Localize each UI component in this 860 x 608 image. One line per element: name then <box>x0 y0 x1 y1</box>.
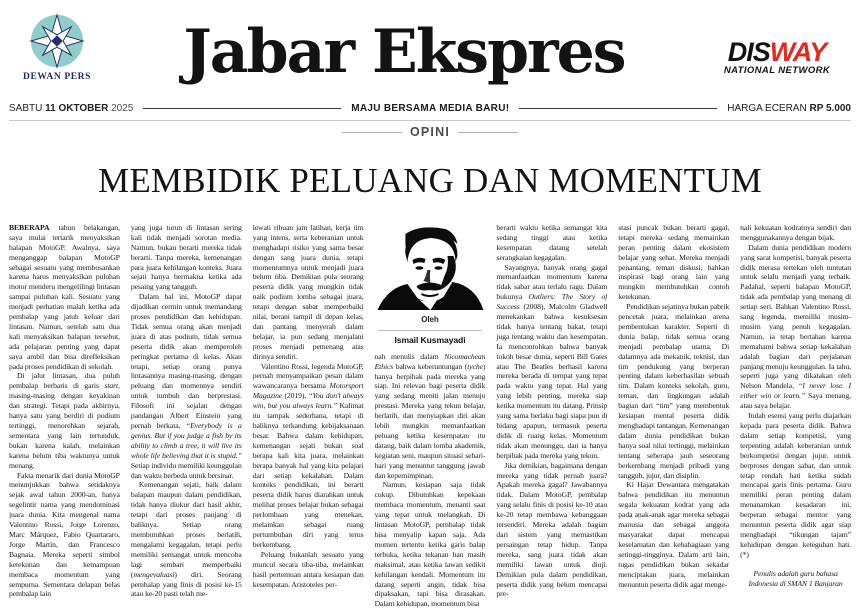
article-paragraph: yang juga turun di lintasan sering kali tidak menjadi sorotan media. Namun, bukan berarti mereka tidak berarti. Tanpa mereka, kemenangan para juara kehilangan konteks. Juara sejati hanya bermakna ketika ada pesaing yang tangguh. <box>130 222 242 292</box>
author-photo <box>375 224 486 310</box>
dateline-rule-left <box>143 108 341 109</box>
byline-name: Ismail Kusmayadi <box>394 334 466 345</box>
article-paragraph: Sayangnya, banyak orang gagal memanfaatkan momentum karena tidak sabar atau terlalu ragu. Dalam bukunya Outliers: The Story of Success (2008), Malcolm Gladwell menekankan bahwa kesuksesan tidak hanya tentang bakat, tetapi juga tentang waktu dan kesempatan. Ia mencontohkan bahwa banyak tokoh besar dunia, seperti Bill Gates atau The Beatles berhasil karena mereka berada di tempat yang tepat pada waktu yang tepat. Hal yang yang lebih penting, mereka siap ketika momentum itu datang. Prinsip yang sama berlaku bagi siapa pun di bidang apapun, termasuk peserta didik di ruang kelas. Momentum tidak akan menunggu, dan ia hanya berpihak pada mereka yang tekun. <box>496 262 608 460</box>
dewan-pers-caption: DEWAN PERS <box>22 72 92 82</box>
article-paragraph: Kemenangan sejati, baik dalam balapan maupun dalam pendidikan, tidak hanya diukur dari hasil akhir, tetapi dari proses panjang di baliknya. Setiap orang membutuhkan proses berlatih, mengalami kegagalan, tetapi perlu memiliki semangat untuk mencoba lagi sembari memperbaiki (mengevaluasi) diri. Seorang pembalap yang finis di posisi ke-15 atau ke-20 pasti telah me- <box>130 480 242 599</box>
article-paragraph: nah menulis dalam Nicomachean Ethics bahwa keberuntungan (tyche) hanya berpihak pada mereka yang siap. Ini relevan bagi peserta didik yang sedang meniti jalan menuju prestasi. Mereka yang tekun belajar, berlatih, dan menyiapkan diri akan lebih mungkin memanfaatkan peluang ketika kesempatan itu datang, baik dalam lomba akademik, kegiatan seni, maupun situasi sehari-hari yang menuntut tanggung jawab dan kepemimpinan. <box>374 351 486 480</box>
article-paragraph: berarti waktu ketika semangat kita sedang tinggi atau ketika kesempatan datang setelah serangkaian kegagalan. <box>496 222 608 262</box>
article-column-7 <box>740 223 851 608</box>
article-column-1 <box>9 223 120 608</box>
disway-part1: DIS <box>727 37 770 67</box>
section-row <box>9 125 851 139</box>
disway-wordmark <box>703 37 851 67</box>
header-divider <box>9 120 851 121</box>
article-column-5 <box>496 223 607 608</box>
article-paragraph: Valentino Rossi, legenda MotoGP, pernah menyampaikan pesan dalam wawancaranya bersama Motorsport Magazine (2019), “You don’t always win, but you always learn.” Kalimat itu tampak sederhana, tetapi di baliknya terkandung kebijaksanaan besar. Bahwa dalam kehidupan, kemenangan sejati bukan soal berapa kali kita juara, melainkan berapa banyak hal yang kita pelajari dari setiap kekalahan. Dalam konteks pendidikan, ini berarti peserta didik harus diarahkan untuk melihat proses belajar bukan sebagai perlombaan yang menekan, melainkan sebagai ruang pertumbuhan diri yang terus berkembang. <box>252 361 364 549</box>
article-paragraph: Dalam dunia pendidikan modern yang sarat kompetisi, banyak peserta didik merasa tertekan oleh tuntutan untuk selalu menjadi yang terbaik. Padahal, seperti balapan MotoGP, tidak ada pembalap yang menang di setiap seri. Bahkan Valentino Rossi, sang legenda, memiliki musim-musim yang penuh kegagalan. Namun, ia tetap bertahan karena memahami bahwa setiap kekalahan adalah bagian dari perjalanan panjang menuju keunggulan. Ia tahu, seperti juga yang dikatakan oleh Nelson Mandela, “I never lose. I either win or learn.” Saya menang, atau saya belajar. <box>740 242 851 411</box>
disway-logo <box>703 12 851 76</box>
dewan-pers-logo <box>9 12 105 82</box>
article-paragraph: Penulis adalah guru bahasa Indonesia di SMAN 1 Banjaran <box>748 568 843 588</box>
article-paragraph: Namun, kesiapan saja tidak cukup. Dibutuhkan kepekaan membaca momentum, menanti saat yang tepat untuk melangkah. Di lintasan MotoGP, pembalap tidak bisa menyalip kapan saja. Ada momen tertentu ketika garis balap terbuka, ketika tekanan ban masih maksimal, atau ketika lawan sedikit kehilangan kendali. Momentum itu datang seperti angin, tidak bisa dipaksakan, tapi bisa dirasakan. Dalam kehidupan, momentum bisa <box>374 480 486 608</box>
byline-divider <box>378 330 483 331</box>
newspaper-title: Jabar Ekspres <box>183 17 625 87</box>
article-column-4-text <box>375 352 486 608</box>
article-paragraph: Jika demikian, bagaimana dengan mereka yang tidak pernah juara? Apakah mereka gagal? Jawabannya tidak. Dalam MotoGP, pembalap yang selalu finis di posisi ke-10 atau ke-20 tetap membawa kebanggaan tersendiri. Mereka adalah bagian dari sistem yang memastikan persaingan tetap hidup. Tanpa mereka, sang juara tidak akan memiliki lawan untuk diuji. Demikian pula dalam pendidikan, peserta didik yang belum mencapai pre- <box>496 460 608 599</box>
article-paragraph: BEBERAPA tahun belakangan, saya mulai tertarik menyaksikan balapan MotoGP. Awalnya, saya menganggap balapan MotoGP sebagai sesuatu yang membosankan karena harus menyaksikan puluhan motor menderu mengelilingi lintasan sampai puluhan kali. Sesuatu yang menjadi perhatian malah ketika ada pembalap yang jatuh keluar dari lintasan. Namun, setelah satu dua kali menyaksikan balapan tersebut, ada pelajaran penting yang dapat saya ambil dan bisa direfleksikan pada proses pendidikan di sekolah. <box>9 222 120 371</box>
tagline: MAJU BERSAMA MEDIA BARU! <box>351 103 510 114</box>
disway-part2: WAY <box>769 37 827 67</box>
disway-subtitle: NATIONAL NETWORK <box>723 65 831 76</box>
article-body <box>9 223 851 608</box>
article-column-3 <box>253 223 364 608</box>
article-paragraph: lewati ribuan jam latihan, kerja tim yang intens, serta keberanian untuk menghadapi risiko yang sama besar dengan sang juara dunia, tetapi momentumnya untuk menjadi juara belum tiba. Demikian pula seorang peserta didik yang mungkin tidak naik podium lomba sebagai juara, tetapi dengan sabar memperbaiki nilai, berani tampil di depan kelas, dan pantang menyerah dalam belajar, ia pun sedang menjalani proses menjadi pemenang atas dirinya sendiri. <box>252 222 364 361</box>
article-column-2 <box>131 223 242 608</box>
article-headline: MEMBIDIK PELUANG DAN MOMENTUM <box>98 161 762 201</box>
article-column-4 <box>375 223 486 608</box>
edition-date: SABTU 11 OKTOBER 2025 <box>9 103 134 114</box>
article-paragraph: nali kekuatan kodratnya sendiri dan menggunakannya dengan bijak. <box>740 222 851 242</box>
article-column-6 <box>618 223 729 608</box>
dateline-row <box>9 101 851 116</box>
article-paragraph: Ki Hajar Dewantara mengatakan bahwa pendidikan itu menuntun segala kekuatan kodrat yang ada pada anak-anak agar mereka sebagai manusia dan sebagai anggota masyarakat dapat mencapai keselamatan dan kebahagiaan yang setinggi-tingginya. Dalam arti lain, tugas pendidikan bukan sekadar menciptakan juara, melainkan menuntun peserta didik agar menge- <box>618 480 730 589</box>
article-paragraph: Itulah esensi yang perlu diajarkan kepada para peserta didik. Bahwa dalam setiap kompetisi, yang terpenting adalah keberanian untuk berkompetisi dengan jujur, untuk berproses dengan sabar, dan untuk tetap rendah hati ketika sudah mencapai garis finis pertama. Guru memiliki peran penting dalam menanamkan kesadaran ini, berperan sebagai mentor yang menuntun peserta didik agar siap menghadapi “tikungan tajam” kehidupan dengan keteguhan hati. (*) <box>740 411 851 559</box>
byline <box>375 315 486 346</box>
article-paragraph: stasi puncak bukan berarti gagal, tetapi mereka sedang memainkan peran penting dalam ekosistem belajar yang sehat. Mereka menjadi penantang, teman diskusi, bahkan inspirasi bagi orang lain yang mungkin membutuhkan contoh ketekunan. <box>618 222 730 302</box>
dateline-rule-right <box>519 108 717 109</box>
byline-label: Oleh <box>421 314 439 324</box>
section-rule-right <box>458 132 518 133</box>
dewan-pers-star-icon <box>28 12 86 70</box>
masthead-header <box>9 0 851 96</box>
author-portrait-icon <box>375 224 486 310</box>
article-paragraph: Fakta menarik dari dunia MotoGP menunjukkan bahwa setidaknya sejak awal tahun 2000-an, hanya segelintir nama yang mendominasi juara dunia. Kita mengenal nama Valentino Rossi, Jorge Lorenzo, Marc Márquez, Fabio Quartararo, Jorge Martín, dan Francesco Bagnaia. Mereka seperti simbol ketekunan dan kemampuan membaca momentum yang sempurna. Sementara delapan belas pembalap lain <box>9 470 120 599</box>
price: HARGA ECERAN RP 5.000 <box>727 103 851 114</box>
article-paragraph: Di jalur lintasan, dua puluh pembalap berbaris di garis start, masing-masing dengan keyakinan dan strategi. Tetapi pada akhirnya, hanya satu yang berdiri di podium tertinggi, menorehkan sejarah, sementara yang lain tertunduk, bukan karena kalah, melainkan karena belum tiba waktunya untuk menang. <box>9 371 120 470</box>
article-paragraph: Pendidikan sejatinya bukan pabrik pencetak juara, melainkan arena pembentukan karakter. Seperti di dunia balap, tidak semua orang menjadi pembalap utama. Di dalamnya ada mekanik, teknisi, dan tim pendukung yang berperan penting dalam keberhasilan sebuah tim. Dalam konteks sekolah, guru, teman, dan lingkungan adalah bagian dari “tim” yang membentuk kesiapan mental peserta didik menghadapi tantangan. Kemenangan dalam dunia pendidikan bukan hanya soal nilai tertinggi, melainkan tentang seberapa jauh seseorang berkembang menjadi pribadi yang tangguh, jujur, dan disiplin. <box>618 302 730 480</box>
article-paragraph: Peluang bukanlah sesuatu yang muncul secara tiba-tiba, melainkan hasil pertemuan antara kesiapan dan kesempatan. Aristoteles per- <box>252 549 364 589</box>
article-paragraph: Dalam hal ini, MotoGP dapat dijadikan cermin untuk memandang proses pendidikan dan kehidupan. Tidak semua orang akan menjadi juara di atas podium, tidak semua peserta didik akan memperoleh peringkat pertama di kelas. Akan tetapi, setiap orang punya lintasannya masing-masing, dengan peluang dan momennya sendiri untuk tumbuh dan berprestasi. Filosofi ini sejalan dengan pandangan Albert Einstein yang pernah berkata, “Everybody is a genius. But if you judge a fish by its ability to climb a tree, it will live its whole life believing that it is stupid.” Setiap individu memiliki keunggulan dan waktu berbeda untuk bersinar. <box>130 292 242 480</box>
section-rule-left <box>342 132 402 133</box>
section-label: OPINI <box>409 125 451 139</box>
